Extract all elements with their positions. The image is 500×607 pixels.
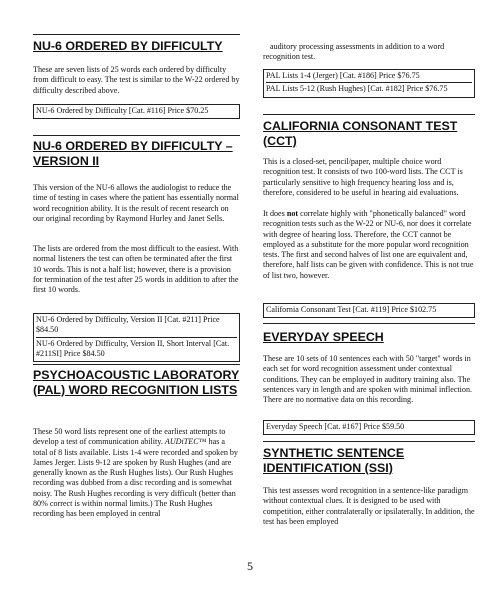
product-item: PAL Lists 1-4 (Jerger) [Cat. #186] Price $76.75 bbox=[266, 71, 420, 80]
product-box-pal bbox=[263, 69, 475, 98]
section-rule bbox=[33, 364, 240, 365]
section-rule bbox=[263, 323, 475, 324]
section-heading-cct: CALIFORNIA CONSONANT TEST (CCT) bbox=[263, 119, 458, 148]
product-box-nu6-difficulty bbox=[33, 104, 240, 119]
brand-name: AUDiTEC™ bbox=[164, 437, 207, 447]
section-heading-nu6-v2: NU-6 ORDERED BY DIFFICULTY – VERSION II bbox=[33, 139, 233, 168]
page-number: 5 bbox=[247, 559, 253, 573]
cct-body-text-cont: correlate highly with "phonetically balanced" word recognition tests such as the W-22 or NU-6, nor does it correlate with degree of hearing loss. Therefore, the CCT cannot be employed as a substitute for the more popular word recognition tests. The first and second halves of list one are equivalent and, therefore, half lists can be given with confidence. This is not true of list two, however. bbox=[263, 209, 474, 280]
section-rule bbox=[263, 441, 475, 442]
product-item: Everyday Speech [Cat. #167] Price $59.50 bbox=[266, 422, 405, 431]
product-item: PAL Lists 5-12 (Rush Hughes) [Cat. #182] Price $76.75 bbox=[266, 82, 472, 94]
product-item: NU-6 Ordered by Difficulty [Cat. #116] Price $70.25 bbox=[36, 106, 209, 115]
section-rule bbox=[33, 135, 240, 136]
emphasis-not: not bbox=[286, 209, 299, 218]
pal-continued-text: auditory processing assessments in addition to a word recognition test. bbox=[263, 42, 445, 62]
product-item: NU-6 Ordered by Difficulty, Version II, Short Interval [Cat. #211SI] Price $84.50 bbox=[36, 337, 237, 360]
product-item: NU-6 Ordered by Difficulty, Version II [Cat. #211] Price $84.50 bbox=[36, 315, 220, 335]
product-item: California Consonant Test [Cat. #119] Price $102.75 bbox=[266, 305, 437, 314]
section-body-nu6-v2-p1: This version of the NU-6 allows the audiologist to reduce the time of testing in cases where the patient has essentially normal word recognition ability. It is the result of recent research on our original recording by Raymond Hurley and Janet Sells. bbox=[33, 183, 239, 223]
section-body-ssi: This test assesses word recognition in a sentence-like paradigm without contextual clues. It is designed to be used with competition, either contralaterally or ipsilaterally. In addition, the test has been employed bbox=[263, 486, 475, 526]
section-body-cct-p1: This is a closed-set, pencil/paper, multiple choice word recognition test. It consists of two 100-word lists. The CCT is particularly sensitive to high frequency hearing loss and is, therefore, considered to be useful in hearing aid evaluations. bbox=[263, 157, 463, 197]
cct-body-text: It does bbox=[263, 209, 287, 218]
section-rule bbox=[263, 114, 475, 115]
pal-body-text-cont: has a total of 8 lists available. Lists 1-4 were recorded and spoken by James Jerger. Lists 9-12 are spoken by Rush Hughes (and are generally known as the Rush Hughes lists). Our Rush Hughes recording was dubbed from a disc recording and is somewhat noisy. The Rush Hughes recording is very difficult (better than 80% correct is within normal limits.) The Rush Hughes recording has been employed in central bbox=[33, 437, 238, 519]
product-box-everyday bbox=[263, 420, 475, 435]
section-body-pal bbox=[33, 427, 240, 520]
product-box-cct bbox=[263, 303, 475, 318]
product-box-nu6-v2 bbox=[33, 313, 240, 362]
section-heading-nu6-difficulty: NU-6 ORDERED BY DIFFICULTY bbox=[33, 39, 223, 53]
section-body-nu6-v2-p2: The lists are ordered from the most difficult to the easiest. With normal listeners the test can often be terminated after the first 10 words. This is not a half list; however, there is a provision for termination of the test after 25 words in addition to after the first 10 words. bbox=[33, 244, 239, 295]
section-body-cct-p2 bbox=[263, 209, 475, 281]
section-heading-pal: PSYCHOACOUSTIC LABORATORY (PAL) WORD RECOGNITION LISTS bbox=[33, 368, 240, 397]
section-body-everyday: These are 10 sets of 10 sentences each with 50 "target" words in each set for word recognition assessment under contextual conditions. They can be employed in auditory training also. The sentences vary in length and are spoken with minimal inflection. There are no normative data on this recording. bbox=[263, 354, 473, 405]
pal-body-text: These 50 word lists represent one of the earliest attempts to develop a test of communication ability. bbox=[33, 427, 226, 447]
section-heading-everyday: EVERYDAY SPEECH bbox=[263, 330, 384, 344]
section-body-nu6-difficulty: These are seven lists of 25 words each ordered by difficulty from difficult to easy. The test is similar to the W-22 ordered by difficulty described above. bbox=[33, 65, 240, 95]
section-rule bbox=[33, 34, 240, 35]
section-heading-ssi: SYNTHETIC SENTENCE IDENTIFICATION (SSI) bbox=[263, 446, 405, 475]
